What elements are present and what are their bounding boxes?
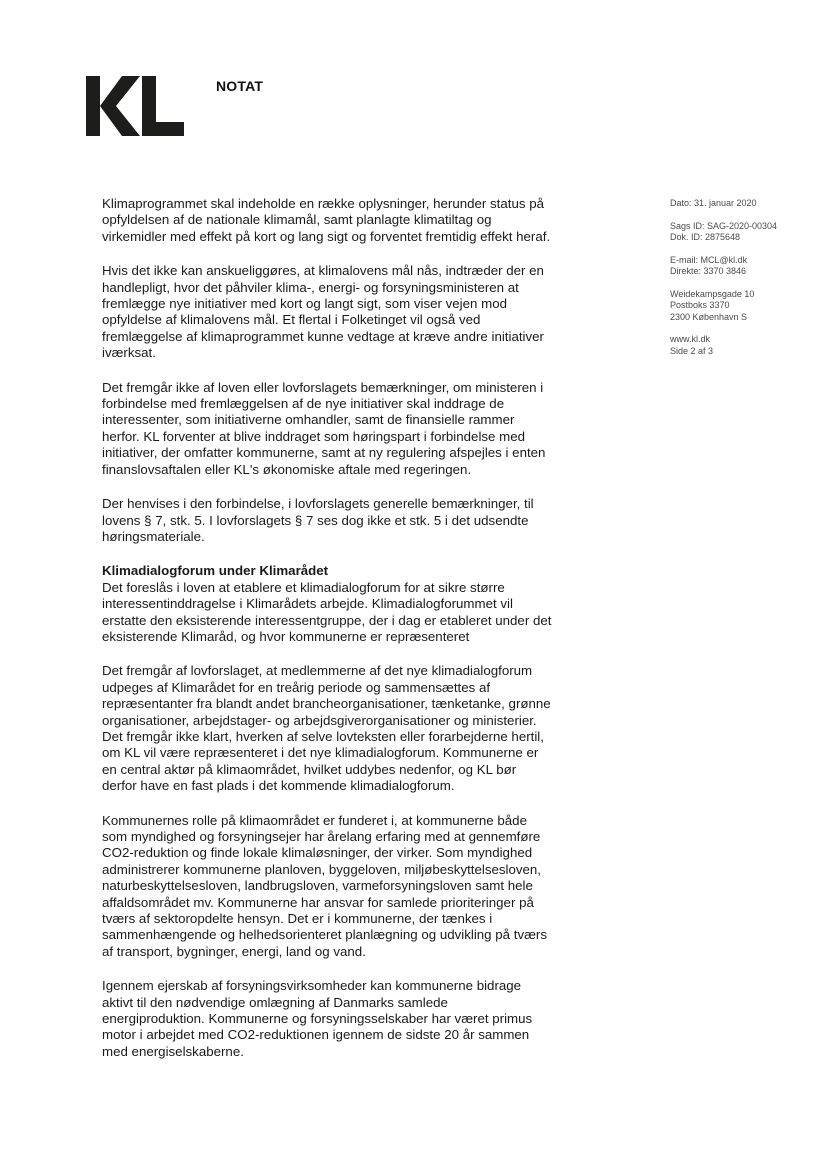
paragraph-kommunernes-rolle (102, 813, 562, 961)
paragraph-interessenter (102, 380, 562, 478)
text-line: Klimaprogrammet skal indeholde en række oplysninger, herunder status på (102, 196, 544, 211)
section-heading: Klimadialogforum under Klimarådet (102, 563, 329, 579)
text-line: repræsentanter fra blandt andet brancheorganisationer, tænketanke, grønne (102, 696, 551, 712)
website-link[interactable]: www.kl.dk (670, 334, 711, 344)
page-number: Side 2 af 3 (670, 345, 714, 356)
po-box-line: Postboks 3370 (670, 300, 730, 310)
text-line: opfyldelsen af de nationale klimamål, samt planlagte klimatiltag og (102, 212, 492, 228)
document-metadata (670, 198, 820, 368)
text-line: motor i arbejdet med CO2-reduktionen igennem de sidste 20 år sammen (102, 1027, 530, 1043)
text-line: opfyldelse af klimalovens mål. Et flertal i Folketinget vil også ved (102, 312, 481, 328)
text-line: udpeges af Klimarådet for en treårig periode og sammensættes af (102, 679, 491, 695)
text-line: Der henvises i den forbindelse, i lovforslagets generelle bemærkninger, til (102, 496, 534, 512)
text-line: Hvis det ikke kan anskueliggøres, at klimalovens mål nås, indtræder der en (102, 263, 544, 279)
text-line: derfor have en fast plads i det kommende klimadialogforum. (102, 778, 455, 794)
text-line: herfor. KL forventer at blive inddraget som høringspart i forbindelse med (102, 428, 526, 444)
text-line: interessentinddragelse i Klimarådets arbejde. Klimadialogforummet vil (102, 596, 513, 612)
section-klimadialogforum (102, 563, 562, 645)
text-line: Det foreslås i loven at etablere et klimadialogforum for at sikre større (102, 579, 505, 595)
paragraph-henvisning (102, 496, 562, 545)
text-line: organisationer, arbejdstager- og arbejdsgiverorganisationer og ministerier. (102, 712, 537, 728)
text-line: affaldsområdet mv. Kommunerne har ansvar for samlede prioriteringer på (102, 894, 534, 910)
text-line: forbindelse med fremlæggelsen af de nye initiativer skal inddrage de (102, 396, 505, 412)
case-id-line: Sags ID: SAG-2020-00304 (670, 220, 778, 231)
city-line: 2300 København S (670, 311, 748, 322)
date-group (670, 198, 820, 210)
phone-line: Direkte: 3370 3846 (670, 266, 747, 276)
text-line: Det fremgår ikke klart, hverken af selve lovteksten eller forarbejderne hertil, (102, 728, 544, 744)
paragraph-klimaprogram (102, 196, 562, 245)
text-line: energiproduktion. Kommunerne og forsyningsselskaber har været primus (102, 1011, 533, 1027)
contact-group (670, 255, 820, 278)
text-line: af transport, bygninger, energi, land og vand. (102, 943, 366, 959)
paragraph-forsyning (102, 978, 562, 1060)
text-line: Det fremgår ikke af loven eller lovforslagets bemærkninger, om ministeren i (102, 379, 544, 395)
text-line: fremlægge nye initiativer med kort og langt sigt, som viser vejen mod (102, 296, 507, 312)
text-line: erstatte den eksisterende interessentgruppe, der i dag er etableret under det (102, 612, 552, 628)
text-line: om KL vil være repræsenteret i det nye klimadialogforum. Kommunerne er (102, 745, 539, 761)
text-line: fremlæggelse af klimaprogrammet kunne vedtage at kræve andre initiativer (102, 328, 544, 344)
text-line: Kommunernes rolle på klimaområdet er funderet i, at kommunerne både (102, 812, 527, 828)
document-body (102, 196, 562, 1078)
text-line: eksisterende Klimaråd, og hvor kommunerne er repræsenteret (102, 628, 470, 644)
text-line: administrerer kommunerne planloven, byggeloven, miljøbeskyttelsesloven, (102, 861, 542, 877)
text-line: naturbeskyttelsesloven, landbrugsloven, varmeforsyningsloven samt hele (102, 878, 533, 894)
text-line: med energiselskaberne. (102, 1043, 244, 1059)
kl-logo (86, 76, 186, 136)
date-line: Dato: 31. januar 2020 (670, 198, 757, 208)
text-line: som myndighed og forsyningsejer har årelang erfaring med at gennemføre (102, 829, 541, 844)
text-line: virkemidler med effekt på kort og lang sigt og forventet fremtidig effekt heraf. (102, 228, 551, 244)
text-line: Det fremgår af lovforslaget, at medlemmerne af det nye klimadialogforum (102, 663, 533, 679)
text-line: aktivt til den nødvendige omlægning af Danmarks samlede (102, 994, 448, 1010)
email-line: E-mail: MCL@kl.dk (670, 254, 748, 265)
text-line: iværksat. (102, 345, 156, 361)
text-line: handlepligt, hvor det påhviler klima-, energi- og forsyningsministeren at (102, 279, 519, 295)
text-line: høringsmateriale. (102, 528, 205, 544)
street-line: Weidekampsgade 10 (670, 288, 755, 299)
address-group (670, 289, 820, 324)
text-line: Igennem ejerskab af forsyningsvirksomheder kan kommunerne bidrage (102, 978, 522, 994)
text-line: lovens § 7, stk. 5. I lovforslagets § 7 ses dog ikke et stk. 5 i det udsendte (102, 512, 529, 528)
text-line: tværs af sektoropdelte hensyn. Det er i kommunerne, der tænkes i (102, 911, 493, 927)
web-page-group (670, 334, 820, 357)
text-line: CO2-reduktion og finde lokale klimaløsninger, der virker. Som myndighed (102, 845, 533, 861)
paragraph-medlemmer (102, 663, 562, 794)
text-line: finanslovsaftalen eller KL's økonomiske aftale med regeringen. (102, 461, 472, 477)
text-line: en central aktør på klimaområdet, hvilket uddybes nedenfor, og KL bør (102, 761, 517, 777)
text-line: sammenhængende og helhedsorienteret planlægning og udvikling på tværs (102, 927, 547, 943)
case-id-group (670, 221, 820, 244)
document-type-label: NOTAT (216, 78, 264, 94)
text-line: interessenter, som initiativerne omhandler, samt de finansielle rammer (102, 412, 515, 428)
text-line: initiativer, der omfatter kommunerne, samt at ny regulering afspejles i enten (102, 445, 546, 461)
paragraph-handlepligt (102, 263, 562, 361)
document-id-line: Dok. ID: 2875648 (670, 232, 741, 242)
